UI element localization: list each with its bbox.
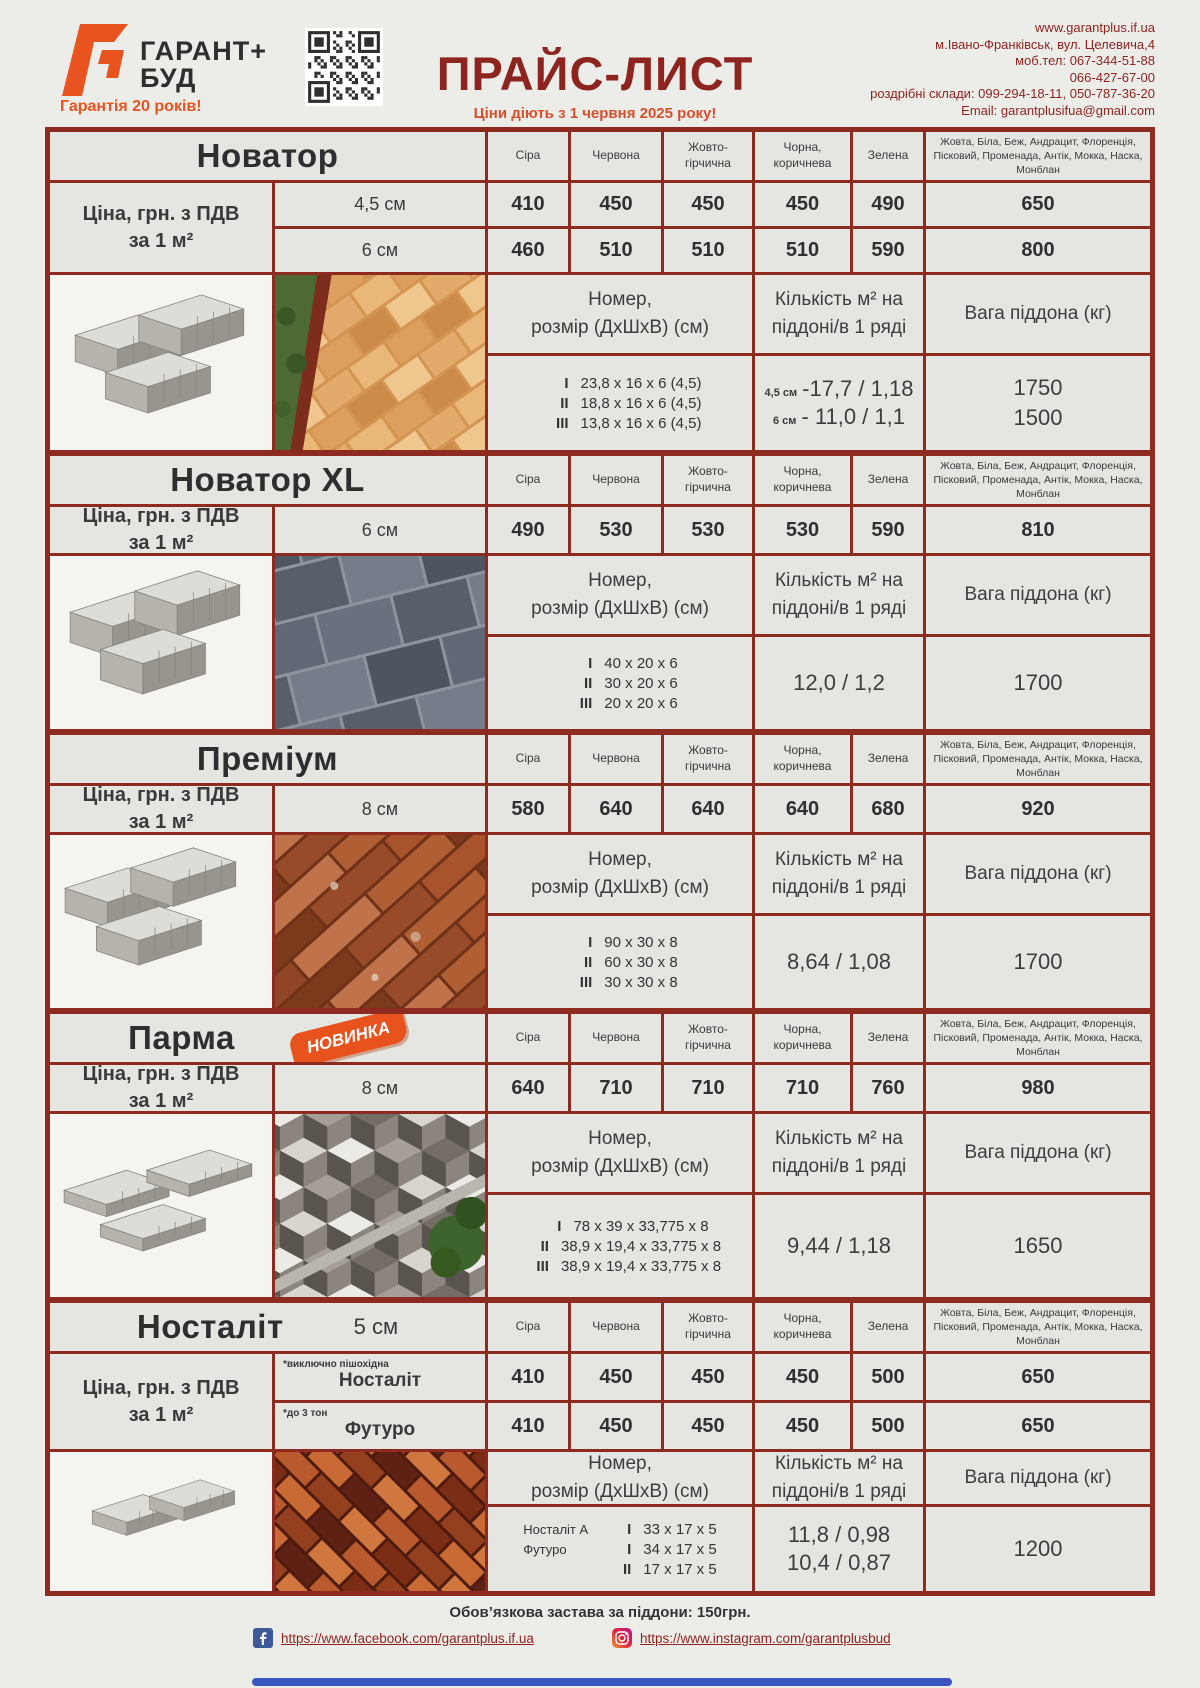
size-values	[488, 1507, 752, 1591]
weight-value: 1650	[1013, 1233, 1063, 1258]
qty-header-line2: піддоні/в 1 ряді	[771, 598, 907, 619]
contact-email: Email: garantplusifua@gmail.com	[961, 102, 1155, 118]
size-roman: II	[583, 953, 593, 971]
row-label: 6 см	[361, 240, 399, 260]
price-cell: 590	[853, 229, 923, 272]
section-title: Парма	[128, 1019, 235, 1056]
size-dims: 38,9 x 19,4 x 33,775 x 8	[560, 1257, 722, 1275]
qty-header-line1: Кількість м² на	[775, 1453, 903, 1475]
size-header	[488, 1452, 752, 1504]
price-cell: 760	[853, 1065, 923, 1111]
color-column-header: Сіра	[488, 1014, 568, 1062]
product-render-premium	[50, 835, 272, 1008]
qty-value: - 11,0 / 1,1	[801, 404, 905, 429]
size-line	[519, 1258, 721, 1275]
price-cell: 650	[926, 1403, 1150, 1449]
size-header	[488, 835, 752, 913]
size-values	[488, 916, 752, 1008]
price-label-line1: Ціна, грн. з ПДВ	[82, 202, 240, 225]
contact-warehouses: роздрібні склади: 099-294-18-11, 050-787-36-20	[870, 86, 1155, 101]
price-cell: 450	[664, 183, 752, 226]
size-line	[562, 934, 677, 951]
pavement-photo-premium	[275, 835, 485, 1008]
product-render-novator	[50, 275, 272, 450]
price-cell: 490	[488, 507, 568, 553]
size-roman: III	[579, 694, 593, 712]
price-cell: 450	[755, 1354, 850, 1400]
size-values	[488, 356, 752, 450]
facebook-icon	[253, 1628, 273, 1648]
thickness-label	[275, 1354, 485, 1400]
color-column-header: Чорна, коричнева	[755, 132, 850, 180]
size-line	[519, 1238, 721, 1255]
price-label-line1: Ціна, грн. з ПДВ	[82, 1065, 240, 1085]
qty-value: 9,44 / 1,18	[787, 1233, 891, 1258]
contact-address: м.Івано-Франківськ, вул. Целевича,4	[935, 36, 1155, 52]
color-column-header: Зелена	[853, 132, 923, 180]
size-dims: 17 x 17 x 5	[643, 1560, 717, 1578]
company-logo-icon	[58, 22, 136, 98]
pavement-photo-novator-xl	[275, 556, 485, 729]
weight-value: 1200	[1013, 1536, 1063, 1561]
row-label: 6 см	[361, 519, 399, 540]
qty-line	[773, 404, 905, 430]
product-render-parma	[50, 1114, 272, 1297]
section-header-parma	[50, 1014, 485, 1062]
price-cell: 460	[488, 229, 568, 272]
size-roman: II	[583, 674, 593, 692]
price-cell: 510	[571, 229, 661, 272]
size-line	[539, 375, 702, 392]
price-cell: 640	[488, 1065, 568, 1111]
size-header-line2: розмір (ДхШхВ) (см)	[531, 877, 709, 898]
price-cell: 640	[571, 786, 661, 832]
color-column-header: Жовто-гірчична	[664, 456, 752, 504]
size-roman: II	[622, 1560, 632, 1578]
price-cell: 510	[664, 229, 752, 272]
size-dims: 60 x 30 x 8	[604, 953, 678, 971]
qr-code	[305, 28, 383, 106]
color-column-header: Червона	[571, 1014, 661, 1062]
bottom-blue-bar	[252, 1678, 952, 1686]
qty-value: 11,8 / 0,98	[787, 1522, 891, 1547]
size-roman: III	[556, 414, 569, 432]
qty-header	[755, 1452, 923, 1504]
color-column-header: Зелена	[853, 456, 923, 504]
price-cell: 800	[926, 229, 1150, 272]
qty-line	[787, 1233, 891, 1259]
price-label-line1: Ціна, грн. з ПДВ	[82, 507, 240, 527]
qty-header	[755, 1114, 923, 1192]
qty-line	[765, 376, 914, 402]
qty-values	[755, 1507, 923, 1591]
size-values	[488, 637, 752, 729]
color-column-header: Жовта, Біла, Беж, Андрацит, Флоренція, Пісковий, Променада, Антік, Мокка, Наска, Монблан	[926, 1014, 1150, 1062]
price-cell: 450	[571, 1354, 661, 1400]
qty-header	[755, 835, 923, 913]
price-cell: 450	[755, 1403, 850, 1449]
novinka-badge-label: НОВИНКА	[304, 1018, 392, 1058]
contact-website: www.garantplus.if.ua	[1035, 20, 1155, 35]
size-values	[488, 1195, 752, 1297]
price-cell: 680	[853, 786, 923, 832]
price-cell: 920	[926, 786, 1150, 832]
size-header-line1: Номер,	[588, 289, 652, 311]
size-header-line1: Номер,	[588, 1128, 652, 1150]
size-line	[562, 974, 677, 991]
color-column-header: Сіра	[488, 735, 568, 783]
size-roman: I	[564, 374, 569, 392]
color-column-header: Червона	[571, 735, 661, 783]
section-title: Преміум	[196, 740, 339, 777]
price-cell: 450	[664, 1403, 752, 1449]
size-dims: 78 x 39 x 33,775 x 8	[573, 1217, 709, 1235]
price-cell: 710	[664, 1065, 752, 1111]
size-header-line1: Номер,	[588, 849, 652, 871]
price-label-line2: за 1 м²	[128, 1403, 194, 1426]
color-column-header: Жовто-гірчична	[664, 1014, 752, 1062]
qty-header	[755, 556, 923, 634]
section-title: Носталіт	[136, 1308, 284, 1345]
color-column-header: Червона	[571, 456, 661, 504]
price-cell: 490	[853, 183, 923, 226]
price-cell: 590	[853, 507, 923, 553]
instagram-icon	[612, 1628, 632, 1648]
color-column-header: Жовта, Біла, Беж, Андрацит, Флоренція, Пісковий, Променада, Антік, Мокка, Наска, Монблан	[926, 456, 1150, 504]
qty-header-line2: піддоні/в 1 ряді	[771, 1156, 907, 1177]
price-cell: 450	[664, 1354, 752, 1400]
section-novator-xl	[50, 456, 1150, 729]
color-column-header: Жовта, Біла, Беж, Андрацит, Флоренція, Пісковий, Променада, Антік, Мокка, Наска, Монблан	[926, 132, 1150, 180]
row-label: 4,5 см	[354, 194, 406, 214]
price-cell: 530	[755, 507, 850, 553]
price-cell: 530	[664, 507, 752, 553]
qty-values	[755, 637, 923, 729]
thickness-label	[275, 1403, 485, 1449]
price-cell: 710	[755, 1065, 850, 1111]
price-cell: 580	[488, 786, 568, 832]
color-column-header: Червона	[571, 1303, 661, 1351]
section-title: Новатор	[196, 137, 339, 174]
size-dims: 90 x 30 x 8	[604, 933, 678, 951]
weight-header: Вага піддона (кг)	[926, 275, 1150, 353]
color-column-header: Сіра	[488, 1303, 568, 1351]
size-line	[562, 675, 677, 692]
color-column-header: Чорна, коричнева	[755, 1303, 850, 1351]
weight-values	[926, 1195, 1150, 1297]
price-per-m2-label	[50, 183, 272, 272]
price-cell: 500	[853, 1403, 923, 1449]
qty-line	[788, 1522, 890, 1548]
section-nostalit	[50, 1303, 1150, 1591]
price-per-m2-label	[50, 1065, 272, 1111]
qty-header	[755, 275, 923, 353]
row-label: 8 см	[361, 798, 399, 819]
page-header	[0, 0, 1200, 126]
price-per-m2-label	[50, 786, 272, 832]
qty-header-line1: Кількість м² на	[775, 1128, 903, 1150]
price-label-line2: за 1 м²	[128, 532, 194, 553]
row-label: 8 см	[361, 1077, 399, 1098]
title-block	[400, 47, 790, 122]
section-title: Новатор XL	[170, 461, 365, 498]
price-label-line2: за 1 м²	[128, 1090, 194, 1111]
size-line	[562, 655, 677, 672]
size-roman: II	[540, 1237, 549, 1255]
weight-value: 1700	[1013, 670, 1063, 695]
page-subtitle: Ціни діють з 1 червня 2025 року!	[473, 105, 717, 122]
warranty-text: Гарантія 20 років!	[60, 98, 202, 115]
price-cell: 650	[926, 1354, 1150, 1400]
row-note: *виключно пішохідна	[283, 1359, 389, 1370]
qty-line	[787, 949, 891, 975]
size-dims: 18,8 x 16 x 6 (4,5)	[580, 394, 702, 412]
price-per-m2-label	[50, 507, 272, 553]
price-cell: 410	[488, 1403, 568, 1449]
row-label: Футуро	[344, 1419, 416, 1440]
qty-value: -17,7 / 1,18	[802, 376, 914, 401]
size-line	[523, 1541, 716, 1558]
size-roman: III	[579, 973, 593, 991]
size-header-line2: розмір (ДхШхВ) (см)	[531, 1156, 709, 1177]
weight-values	[926, 356, 1150, 450]
novinka-badge	[287, 1014, 409, 1062]
qty-header-line1: Кількість м² на	[775, 570, 903, 592]
thickness-label	[275, 507, 485, 553]
qty-values	[755, 1195, 923, 1297]
price-cell: 450	[571, 1403, 661, 1449]
price-cell: 410	[488, 1354, 568, 1400]
qty-value: 10,4 / 0,87	[787, 1550, 891, 1575]
weight-values	[926, 916, 1150, 1008]
size-line	[531, 1218, 708, 1235]
size-name: Футуро	[523, 1541, 567, 1557]
size-dims: 13,8 x 16 x 6 (4,5)	[580, 414, 702, 432]
qty-header-line2: піддоні/в 1 ряді	[771, 1481, 907, 1502]
price-cell: 810	[926, 507, 1150, 553]
color-column-header: Жовта, Біла, Беж, Андрацит, Флоренція, Пісковий, Променада, Антік, Мокка, Наска, Монблан	[926, 1303, 1150, 1351]
size-dims: 20 x 20 x 6	[604, 694, 678, 712]
price-cell: 450	[571, 183, 661, 226]
price-label-line1: Ціна, грн. з ПДВ	[82, 1376, 240, 1399]
qty-header-line2: піддоні/в 1 ряді	[771, 317, 907, 338]
pavement-photo-nostalit	[275, 1452, 485, 1591]
size-dims: 30 x 30 x 8	[604, 973, 678, 991]
price-label-line2: за 1 м²	[128, 229, 194, 252]
row-label: Носталіт	[338, 1370, 422, 1391]
size-dims: 33 x 17 x 5	[643, 1520, 717, 1538]
size-dims: 23,8 x 16 x 6 (4,5)	[580, 374, 702, 392]
weight-header: Вага піддона (кг)	[926, 556, 1150, 634]
price-cell: 650	[926, 183, 1150, 226]
size-line	[562, 695, 677, 712]
thickness-label	[275, 183, 485, 226]
price-label-line2: за 1 м²	[128, 811, 194, 832]
qty-line	[787, 1550, 891, 1576]
price-table	[45, 127, 1155, 1596]
section-thickness: 5 см	[353, 1314, 399, 1339]
pallet-deposit-note: Обов’язкова застава за піддони: 150грн.	[449, 1604, 751, 1621]
color-column-header: Жовто-гірчична	[664, 132, 752, 180]
size-roman: I	[627, 1540, 632, 1558]
weight-header: Вага піддона (кг)	[926, 835, 1150, 913]
pavement-photo-novator	[275, 275, 485, 450]
price-cell: 640	[755, 786, 850, 832]
size-dims: 34 x 17 x 5	[643, 1540, 717, 1558]
qty-prefix: 6 см	[773, 415, 797, 427]
section-parma	[50, 1014, 1150, 1297]
qty-line	[793, 670, 885, 696]
color-column-header: Червона	[571, 132, 661, 180]
size-header-line2: розмір (ДхШхВ) (см)	[531, 598, 709, 619]
weight-header: Вага піддона (кг)	[926, 1114, 1150, 1192]
size-line	[523, 1521, 716, 1538]
qty-header-line1: Кількість м² на	[775, 849, 903, 871]
qty-prefix: 4,5 см	[764, 387, 798, 399]
price-cell: 710	[571, 1065, 661, 1111]
color-column-header: Жовто-гірчична	[664, 735, 752, 783]
facebook-row	[253, 1628, 534, 1648]
contact-info	[870, 20, 1155, 119]
instagram-link[interactable]: https://www.instagram.com/garantplusbud	[640, 1630, 891, 1646]
size-dims: 40 x 20 x 6	[604, 654, 678, 672]
size-header	[488, 275, 752, 353]
weight-value: 1750	[1013, 375, 1063, 400]
color-column-header: Зелена	[853, 735, 923, 783]
size-line	[523, 1561, 716, 1578]
color-column-header: Зелена	[853, 1014, 923, 1062]
instagram-row	[612, 1628, 891, 1648]
price-cell: 980	[926, 1065, 1150, 1111]
weight-header: Вага піддона (кг)	[926, 1452, 1150, 1504]
qty-value: 8,64 / 1,08	[787, 949, 891, 974]
price-cell: 510	[755, 229, 850, 272]
weight-values	[926, 637, 1150, 729]
size-header-line2: розмір (ДхШхВ) (см)	[531, 1481, 709, 1502]
color-column-header: Чорна, коричнева	[755, 1014, 850, 1062]
size-roman: I	[557, 1217, 562, 1235]
qty-header-line2: піддоні/в 1 ряді	[771, 877, 907, 898]
section-header-premium	[50, 735, 485, 783]
color-column-header: Чорна, коричнева	[755, 456, 850, 504]
size-roman: I	[588, 654, 593, 672]
size-roman: I	[627, 1520, 632, 1538]
size-roman: I	[588, 933, 593, 951]
price-cell: 640	[664, 786, 752, 832]
price-cell: 500	[853, 1354, 923, 1400]
page-title: ПРАЙС-ЛИСТ	[436, 47, 754, 100]
size-roman: II	[560, 394, 569, 412]
qty-header-line1: Кількість м² на	[775, 289, 903, 311]
size-name: Носталіт А	[523, 1521, 589, 1537]
size-line	[539, 415, 702, 432]
qty-values	[755, 356, 923, 450]
section-header-novator	[50, 132, 485, 180]
weight-value: 1500	[1013, 405, 1063, 430]
section-header-nostalit	[50, 1303, 485, 1351]
thickness-label	[275, 229, 485, 272]
company-name	[140, 38, 267, 92]
color-column-header: Чорна, коричнева	[755, 735, 850, 783]
thickness-label	[275, 786, 485, 832]
color-column-header: Сіра	[488, 132, 568, 180]
section-novator	[50, 132, 1150, 450]
size-dims: 30 x 20 x 6	[604, 674, 678, 692]
size-line	[562, 954, 677, 971]
size-header-line1: Номер,	[588, 1453, 652, 1475]
size-header	[488, 1114, 752, 1192]
price-label-line1: Ціна, грн. з ПДВ	[82, 786, 240, 806]
contact-phone-2: 066-427-67-00	[1069, 69, 1155, 85]
size-line	[539, 395, 702, 412]
facebook-link[interactable]: https://www.facebook.com/garantplus.if.ua	[281, 1630, 534, 1646]
size-roman: III	[536, 1257, 549, 1275]
product-render-nostalit	[50, 1452, 272, 1591]
thickness-label	[275, 1065, 485, 1111]
size-header	[488, 556, 752, 634]
weight-value: 1700	[1013, 949, 1063, 974]
qty-values	[755, 916, 923, 1008]
color-column-header: Жовто-гірчична	[664, 1303, 752, 1351]
price-cell: 450	[755, 183, 850, 226]
company-name-line2: БУД	[140, 63, 197, 93]
company-name-line1: ГАРАНТ+	[140, 36, 267, 66]
contact-phone-1: моб.тел: 067-344-51-88	[1015, 53, 1155, 68]
price-cell: 530	[571, 507, 661, 553]
size-header-line1: Номер,	[588, 570, 652, 592]
size-header-line2: розмір (ДхШхВ) (см)	[531, 317, 709, 338]
section-premium	[50, 735, 1150, 1008]
qty-value: 12,0 / 1,2	[793, 670, 885, 695]
price-per-m2-label	[50, 1354, 272, 1449]
color-column-header: Зелена	[853, 1303, 923, 1351]
color-column-header: Жовта, Біла, Беж, Андрацит, Флоренція, Пісковий, Променада, Антік, Мокка, Наска, Монблан	[926, 735, 1150, 783]
price-cell: 410	[488, 183, 568, 226]
row-note: *до 3 тон	[283, 1408, 328, 1419]
pavement-photo-parma	[275, 1114, 485, 1297]
size-dims: 38,9 x 19,4 x 33,775 x 8	[560, 1237, 722, 1255]
color-column-header: Сіра	[488, 456, 568, 504]
section-header-novator-xl	[50, 456, 485, 504]
product-render-novator-xl	[50, 556, 272, 729]
weight-values	[926, 1507, 1150, 1591]
